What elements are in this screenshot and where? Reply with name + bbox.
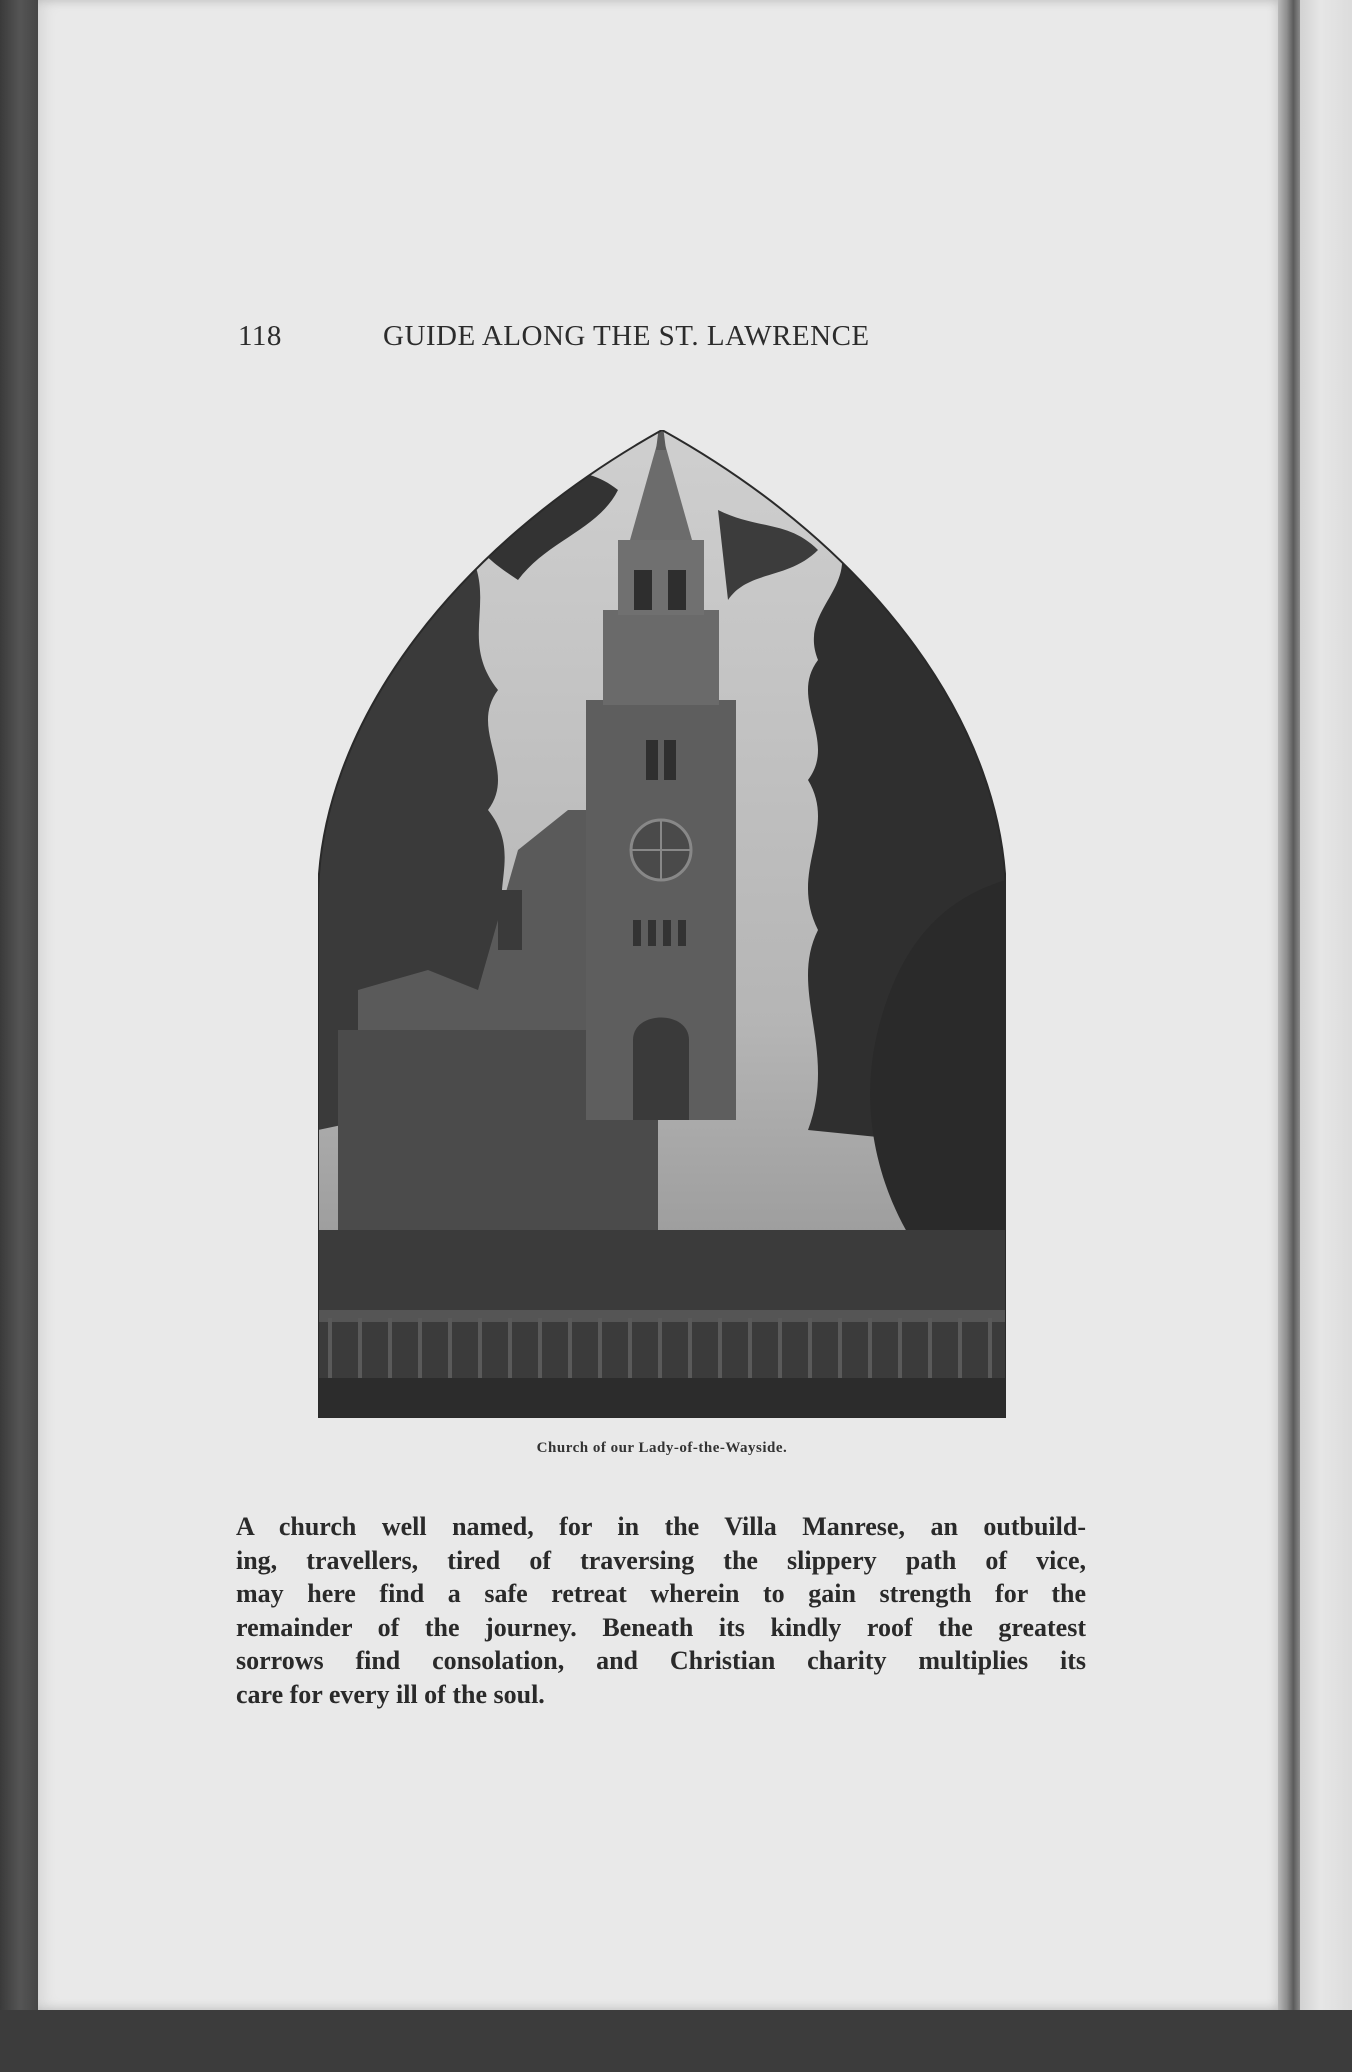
paragraph-line: sorrows find consolation, and Christian charity multiplies its [236,1646,1086,1675]
page-number: 118 [238,320,282,352]
paragraph-line: may here find a safe retreat wherein to gain strength for the [236,1579,1086,1608]
body-paragraph [236,1510,1086,1711]
book-spine [1278,0,1300,2010]
figure-caption: Church of our Lady-of-the-Wayside. [536,1440,788,1456]
paragraph-line: remainder of the journey. Beneath its kindly roof the greatest [236,1612,1086,1642]
paragraph-line: A church well named, for in the Villa Manrese, an outbuild- [236,1512,1086,1541]
scan-bottom-edge [0,2010,1352,2072]
church-photograph [318,430,1006,1418]
page-header [238,320,958,360]
adjacent-page-edge [1300,0,1352,2010]
paragraph-line: care for every ill of the soul. [236,1679,545,1709]
running-title: GUIDE ALONG THE ST. LAWRENCE [383,320,870,352]
paragraph-line: ing, travellers, tired of traversing the slippery path of vice, [236,1545,1086,1575]
